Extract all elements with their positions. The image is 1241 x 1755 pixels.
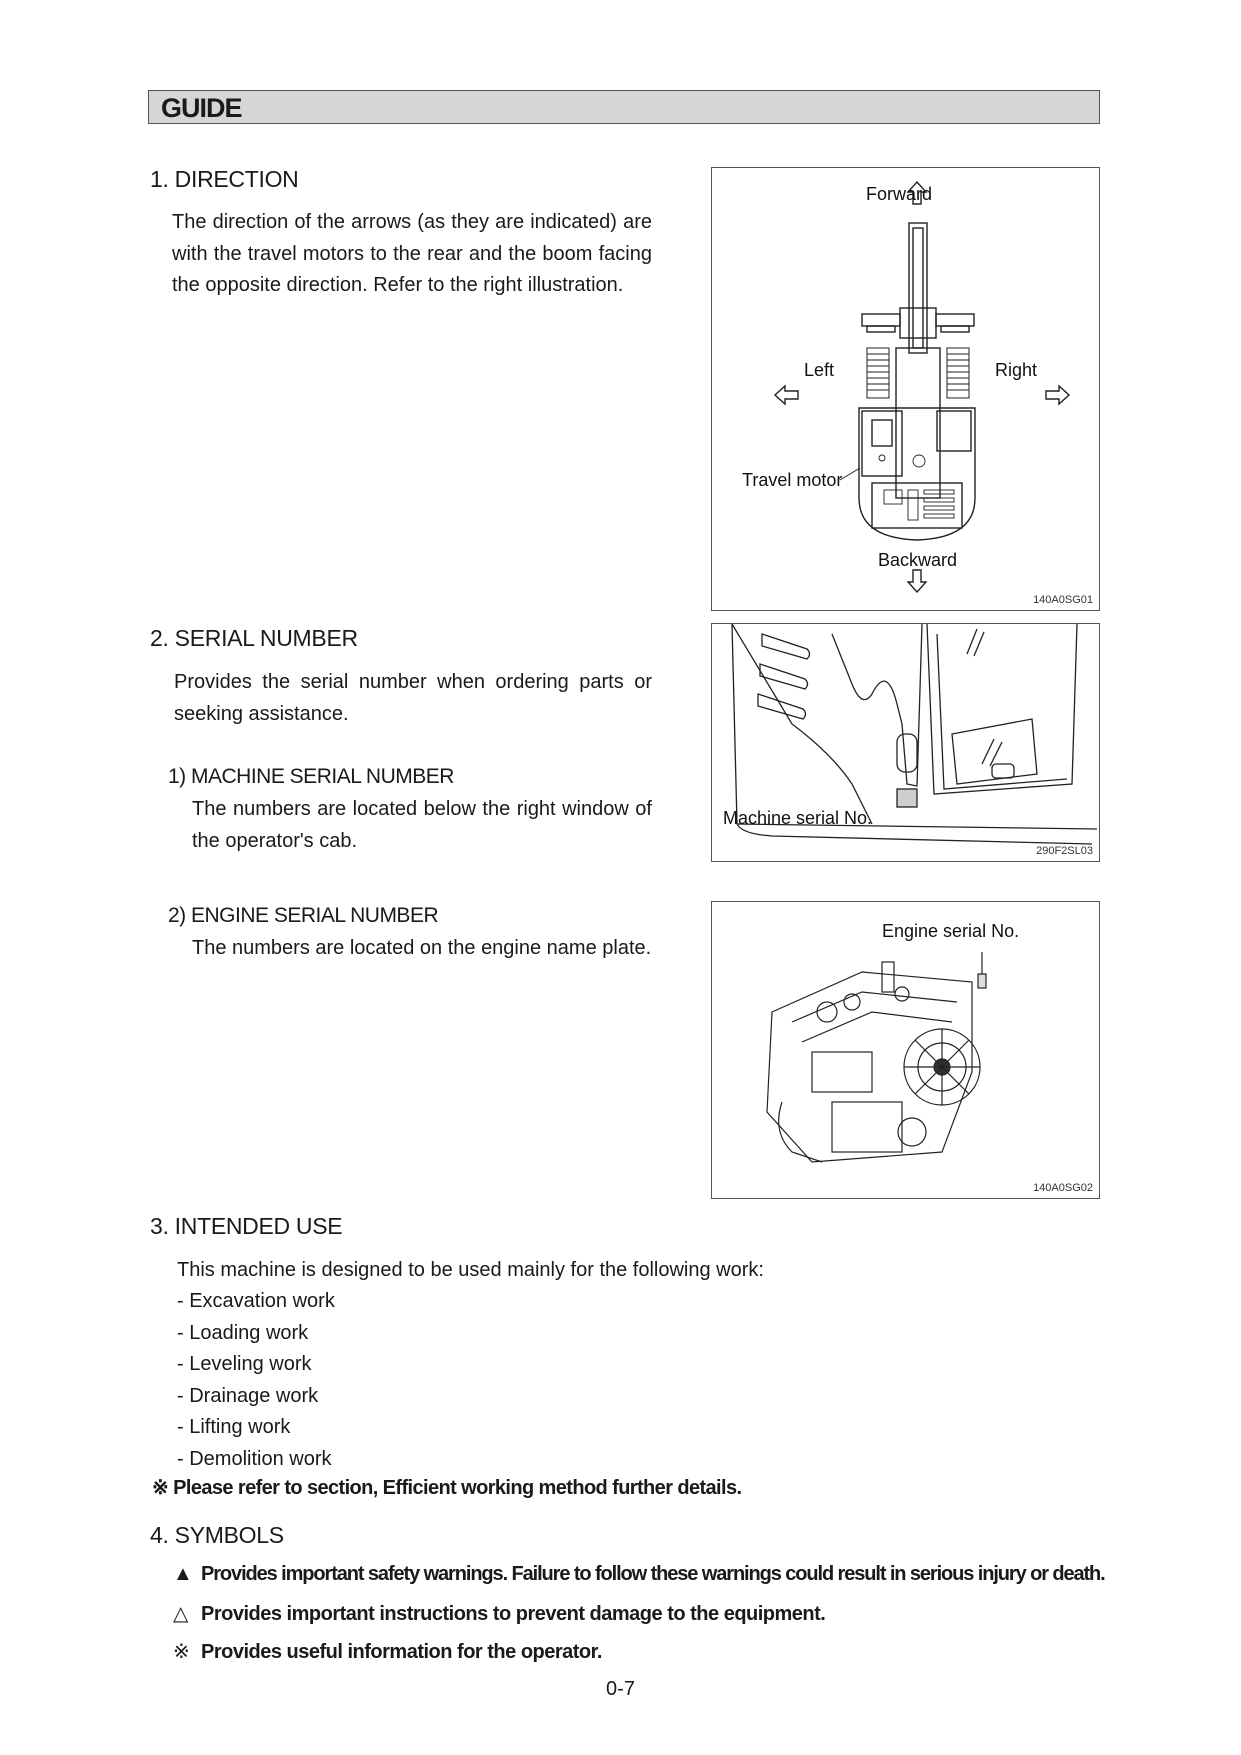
symbol-text: Provides important instructions to prevent damage to the equipment. bbox=[201, 1603, 826, 1625]
note-text: Please refer to section, Efficient working method further details. bbox=[173, 1477, 742, 1499]
intended-use-list bbox=[177, 1286, 335, 1475]
section-title: GUIDE bbox=[161, 93, 242, 123]
engine-illustration bbox=[712, 902, 1100, 1199]
engine-serial-heading: 2) ENGINE SERIAL NUMBER bbox=[168, 904, 439, 927]
direction-heading: 1. DIRECTION bbox=[150, 166, 299, 192]
symbol-row-info bbox=[173, 1639, 602, 1664]
symbols-heading: 4. SYMBOLS bbox=[150, 1522, 284, 1548]
forward-label: Forward bbox=[866, 184, 933, 204]
engine-serial-text: The numbers are located on the engine name plate. bbox=[192, 937, 652, 959]
backward-label: Backward bbox=[878, 550, 958, 570]
figure-code: 140A0SG02 bbox=[1033, 1182, 1093, 1194]
intended-use-note bbox=[152, 1475, 741, 1500]
serial-heading: 2. SERIAL NUMBER bbox=[150, 625, 358, 651]
reference-mark-icon: ※ bbox=[152, 1477, 169, 1499]
section-header-bar bbox=[148, 90, 1100, 124]
list-item: - Lifting work bbox=[177, 1416, 291, 1438]
machine-serial-text: The numbers are located below the right window of the operator's cab. bbox=[192, 798, 652, 852]
intended-use-heading: 3. INTENDED USE bbox=[150, 1213, 343, 1239]
machine-serial-heading: 1) MACHINE SERIAL NUMBER bbox=[168, 765, 454, 788]
figure-code: 140A0SG01 bbox=[1033, 594, 1093, 606]
list-item: - Excavation work bbox=[177, 1290, 335, 1312]
list-item: - Loading work bbox=[177, 1321, 309, 1344]
symbol-text: Provides important safety warnings. Failure to follow these warnings could result in serious injury or death. bbox=[201, 1563, 1105, 1585]
symbol-row-caution bbox=[173, 1601, 825, 1626]
left-label: Left bbox=[804, 360, 835, 380]
warning-filled-triangle-icon: ▲ bbox=[173, 1563, 192, 1585]
list-item: - Drainage work bbox=[177, 1384, 319, 1407]
symbol-text: Provides useful information for the operator. bbox=[201, 1641, 602, 1663]
symbol-row-warning bbox=[173, 1563, 1105, 1586]
serial-text: Provides the serial number when ordering parts or seeking assistance. bbox=[174, 671, 652, 725]
travel-motor-label: Travel motor bbox=[742, 470, 843, 490]
machine-serial-figure bbox=[711, 623, 1100, 862]
figure-code: 290F2SL03 bbox=[1036, 845, 1093, 857]
direction-text: The direction of the arrows (as they are indicated) are with the travel motors to the rear and the boom facing the opposite direction. Refer to the right illustration. bbox=[172, 211, 652, 296]
list-item: - Demolition work bbox=[177, 1447, 332, 1470]
machine-serial-label: Machine serial No. bbox=[723, 808, 873, 828]
engine-serial-figure bbox=[711, 901, 1100, 1199]
page-number: 0-7 bbox=[606, 1678, 635, 1700]
reference-mark-icon: ※ bbox=[173, 1641, 190, 1663]
caution-outline-triangle-icon: △ bbox=[173, 1603, 188, 1625]
backward-arrow-icon bbox=[908, 570, 926, 592]
list-item: - Leveling work bbox=[177, 1353, 312, 1375]
right-arrow-icon bbox=[1046, 386, 1069, 404]
engine-serial-label: Engine serial No. bbox=[882, 921, 1020, 941]
right-label: Right bbox=[995, 360, 1038, 380]
left-arrow-icon bbox=[775, 386, 798, 404]
direction-figure bbox=[711, 167, 1100, 611]
excavator-top-view-illustration bbox=[712, 168, 1100, 611]
intended-use-intro: This machine is designed to be used mainly for the following work: bbox=[177, 1259, 764, 1281]
